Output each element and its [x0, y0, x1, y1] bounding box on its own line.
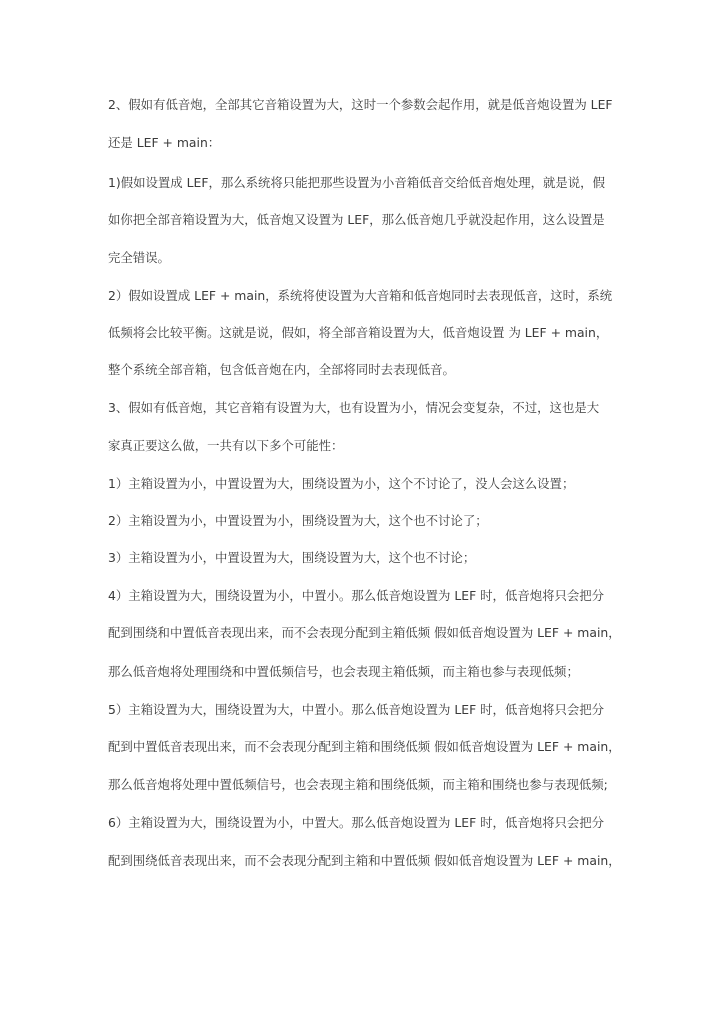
- text-line: 那么低音炮将处理中置低频信号，也会表现主箱和围绕低频，而主箱和围绕也参与表现低频;: [108, 777, 608, 792]
- text-line: 那么低音炮将处理围绕和中置低频信号，也会表现主箱低频，而主箱也参与表现低频；: [108, 664, 579, 679]
- text-line: 1）主箱设置为小，中置设置为大，围绕设置为小，这个不讨论了，没人会这么设置；: [108, 476, 575, 491]
- text-line: 5）主箱设置为大，围绕设置为大，中置小。那么低音炮设置为 LEF 时，低音炮将只会把分: [108, 702, 605, 717]
- text-line: 配到中置低音表现出来，而不会表现分配到主箱和围绕低频 假如低音炮设置为 LEF + main，: [108, 739, 621, 754]
- text-line: 整个系统全部音箱，包含低音炮在内，全部将同时去表现低音。: [108, 362, 455, 377]
- text-line: 6）主箱设置为大，围绕设置为小，中置大。那么低音炮设置为 LEF 时，低音炮将只会把分: [108, 815, 605, 830]
- text-line: 还是 LEF + main：: [108, 135, 221, 150]
- text-line: 家真正要这么做，一共有以下多个可能性：: [108, 438, 344, 453]
- text-line: 1)假如设置成 LEF，那么系统将只能把那些设置为小音箱低音交给低音炮处理，就是说，假: [108, 175, 605, 190]
- text-line: 如你把全部音箱设置为大，低音炮又设置为 LEF，那么低音炮几乎就没起作用，这么设置是: [108, 212, 605, 227]
- text-line: 2）假如设置成 LEF + main，系统将使设置为大音箱和低音炮同时去表现低音，这时，系统: [108, 288, 613, 303]
- text-line: 配到围绕和中置低音表现出来，而不会表现分配到主箱低频 假如低音炮设置为 LEF + main，: [108, 625, 621, 640]
- text-line: 4）主箱设置为大，围绕设置为小，中置小。那么低音炮设置为 LEF 时，低音炮将只会把分: [108, 588, 605, 603]
- text-line: 完全错误。: [108, 250, 170, 265]
- text-line: 2）主箱设置为小，中置设置为小，围绕设置为大，这个也不讨论了；: [108, 513, 488, 528]
- text-line: 低频将会比较平衡。这就是说，假如，将全部音箱设置为大，低音炮设置 为 LEF + main，: [108, 325, 609, 340]
- text-line: 配到围绕低音表现出来，而不会表现分配到主箱和中置低频 假如低音炮设置为 LEF + main，: [108, 853, 621, 868]
- text-line: 2、假如有低音炮，全部其它音箱设置为大，这时一个参数会起作用，就是低音炮设置为 LEF: [108, 97, 613, 112]
- text-line: 3）主箱设置为小，中置设置为大，围绕设置为大，这个也不讨论；: [108, 550, 476, 565]
- text-line: 3、假如有低音炮，其它音箱有设置为大，也有设置为小，情况会变复杂，不过，这也是大: [108, 400, 600, 415]
